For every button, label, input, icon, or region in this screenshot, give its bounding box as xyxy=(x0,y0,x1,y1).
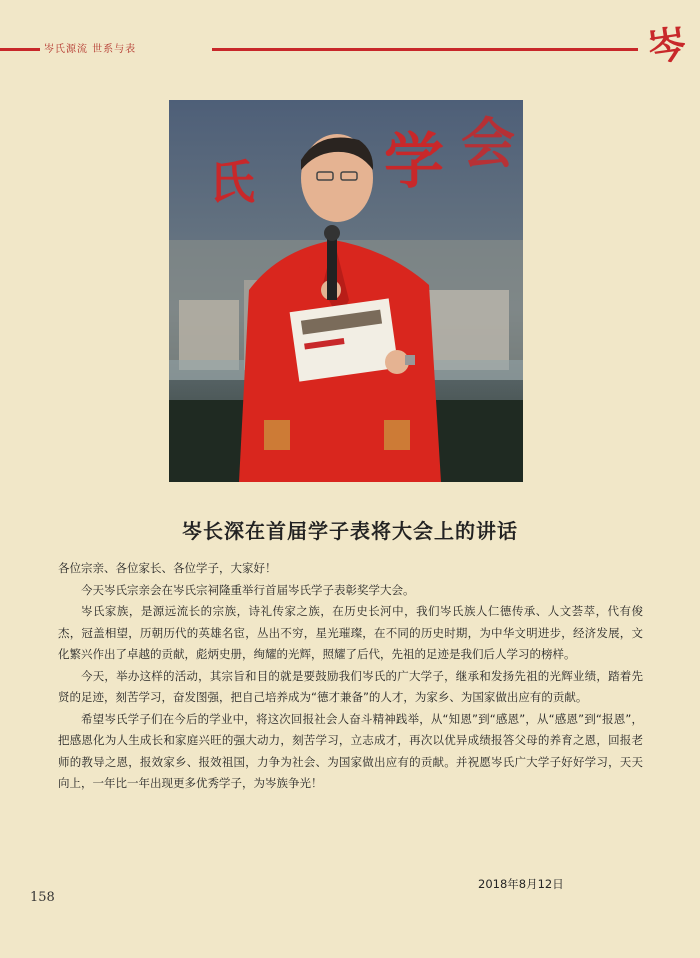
header-emblem: 岑 xyxy=(644,20,689,71)
article-paragraph: 希望岑氏学子们在今后的学业中，将这次回报社会人奋斗精神践举，从“知恩”到“感恩”，从“感恩”到“报恩”，把感恩化为人生成长和家庭兴旺的强大动力，刻苦学习，立志成才，再次以优异成绩报答父母的养育之恩，回报老师的教导之恩，报效家乡、报效祖国，力争为社会、为国家做出应有的贡献。并祝愿岑氏广大学子好好学习，天天向上，一年比一年出现更多优秀学子，为岑族争光！ xyxy=(58,711,643,790)
article-paragraph: 今天岑氏宗亲会在岑氏宗祠隆重举行首届岑氏学子表彰奖学大会。 xyxy=(81,582,415,597)
header-rule-right xyxy=(212,48,638,51)
backdrop-char-2: 学 xyxy=(384,127,444,197)
backdrop-char-3: 会 xyxy=(461,111,515,175)
header-rule-left xyxy=(0,48,40,51)
header-section-label: 岑氏源流 世系与表 xyxy=(44,44,137,55)
article-date: 2018年8月12日 xyxy=(478,877,564,891)
article-paragraph: 今天，举办这样的活动，其宗旨和目的就是要鼓励我们岑氏的广大学子，继承和发扬先祖的光辉业绩，踏着先贤的足迹，刻苦学习，奋发图强，把自己培养成为“德才兼备”的人才，为家乡、为国家做出应有的贡献。 xyxy=(58,668,643,704)
article-title: 岑长深在首届学子表将大会上的讲话 xyxy=(182,519,518,543)
article-paragraph: 岑氏家族，是源远流长的宗族，诗礼传家之族，在历史长河中，我们岑氏族人仁德传承、人文荟萃，代有俊杰，冠盖相望，历朝历代的英雄名宦，丛出不穷，星光璀璨，在不同的历史时期，为中华文明进步，经济发展，文化繁兴作出了卓越的贡献，彪炳史册，绚耀的光辉，照耀了后代，先祖的足迹是我们后人学习的榜样。 xyxy=(58,604,643,661)
backdrop-char-1: 氏 xyxy=(209,155,255,209)
article-body xyxy=(58,558,643,795)
speaker-photo xyxy=(169,100,523,482)
article-paragraph: 各位宗亲、各位家长、各位学子，大家好！ xyxy=(58,561,277,575)
page-number: 158 xyxy=(30,890,55,905)
